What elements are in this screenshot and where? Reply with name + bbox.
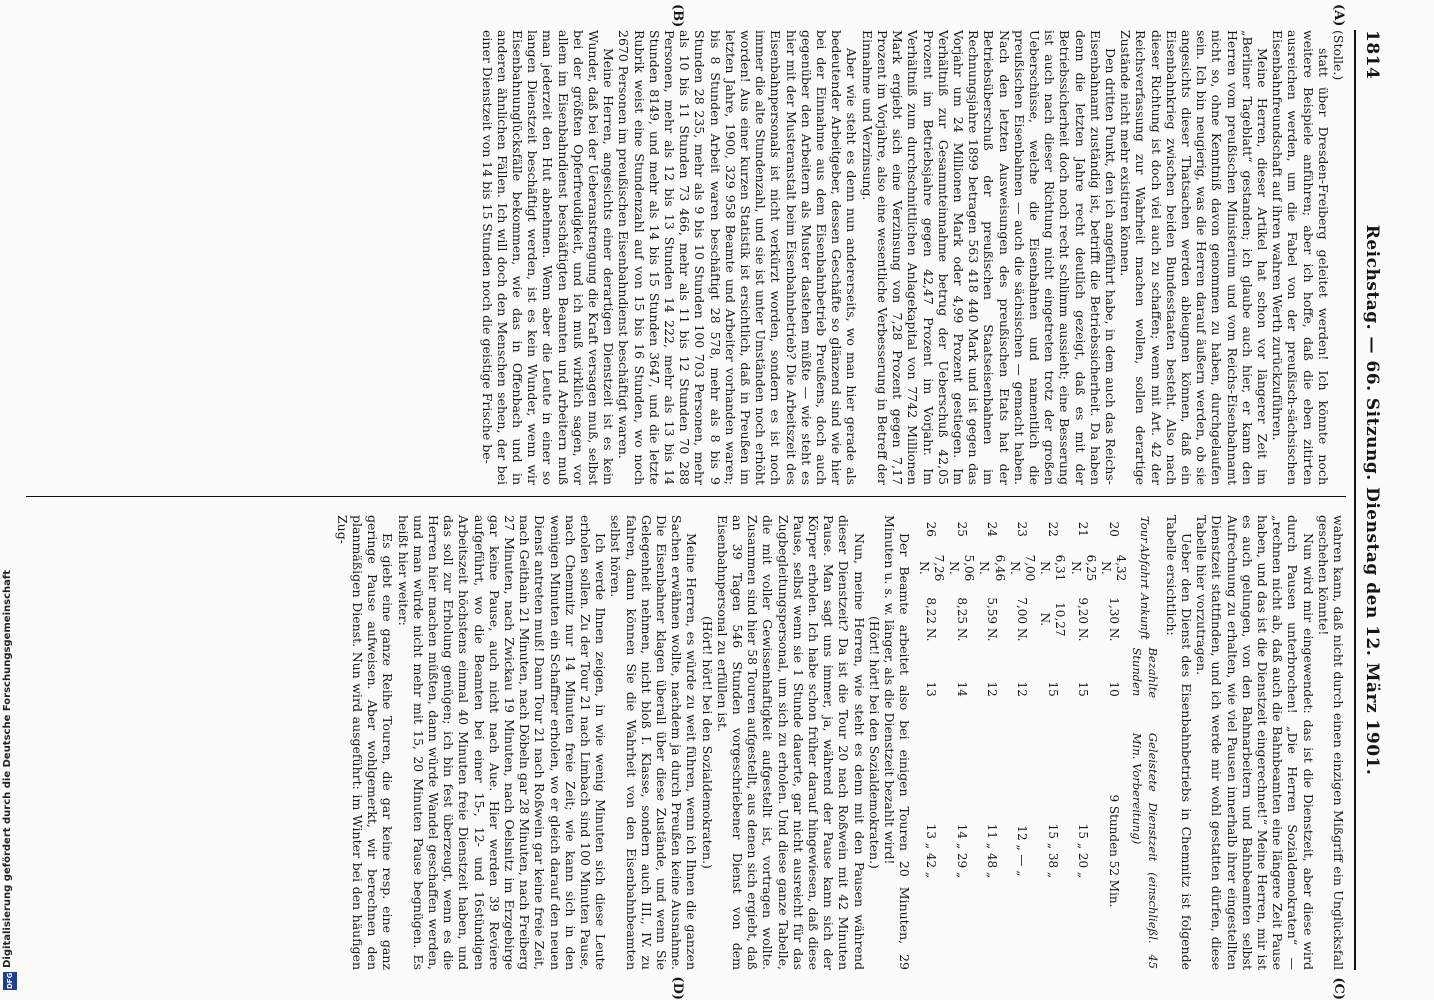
table-header: Geleistete Dienstzeit (einschließl. 45 Min. Vorbereitung) xyxy=(1130,732,1160,969)
table-cell: 7,00 N. xyxy=(1007,554,1037,582)
table-cell: 26 xyxy=(924,521,939,537)
table-cell: 20 xyxy=(1106,521,1121,537)
table-row xyxy=(1067,515,1097,970)
table-cell: 1,30 N. xyxy=(1106,597,1121,642)
table-header: Bezahlte Stunden xyxy=(1130,647,1160,699)
table-cell: 14 „ 29 „ xyxy=(954,823,969,879)
table-cell: 24 xyxy=(984,521,999,537)
dfg-logo: DFG xyxy=(3,972,17,990)
page-title: Reichstag. — 66. Sitzung. Dienstag den 12. März 1901. xyxy=(1362,224,1382,776)
table-row xyxy=(976,515,1006,970)
margin-marker-a: (A) xyxy=(1331,4,1346,27)
interjection: (Hört! hört! bei den Sozialdemokraten.) xyxy=(699,616,715,869)
page-header xyxy=(1360,30,1382,970)
quoted-paragraph: Es giebt eine ganze Reihe Touren, die gar keine resp. eine ganz geringe Pause aufweisen. Aber wohlgemerkt, wir berechnen den planmäßigen Dienst. Nun wird ausgeführt: im Winter bei den häufigen Zug- xyxy=(334,515,396,970)
paragraph: Den dritten Punkt, den ich angeführt habe, in dem auch das Reichs-Eisenbahnamt zuständig ist, betrifft die Betriebssicherheit. Da haben denn die letzten Jahre recht deutlich gezeigt, daß es mit der Betriebssicherheit doch noch recht schlimm aussieht; eine Besserung ist auch nach dieser Richtung nicht eingetreten trotz der großen Ueberschüsse, welche die Eisenbahnen und namentlich die preußischen Eisenbahnen — auch die sächsischen — gemacht haben. Nach den letzten Ausweisungen des preußischen Etats hat der Betriebsüberschuß der preußischen Staatseisenbahnen im Rechnungsjahre 1899 betragen 563 418 440 Mark und ist gegen das Vorjahr um 24 Millionen Mark oder 4,99 Prozent gestiegen. Im Verhältniß zur Gesammteinnahme betrug der Ueberschuß 42,05 Prozent im Betriebsjahre gegen 42,47 Prozent im Vorjahr. Im Verhältniß zum durchschnittlichen Anlagekapital von 7742 Millionen Mark ergiebt sich eine Verzinsung von 7,28 Prozent gegen 7,17 Prozent im Vorjahre, also eine wesentliche Verbesserung in Betreff der Einnahme und Verzinsung. xyxy=(859,30,1118,485)
table-cell: 11 „ 48 „ xyxy=(984,823,999,879)
table-cell: 9 Stunden 52 Min. xyxy=(1106,794,1121,908)
table-cell: 12 xyxy=(984,681,999,697)
table-row xyxy=(946,515,976,970)
paragraph: Aber wie steht es denn nun andererseits, wo man hier gerade als bedeutender Arbeitgeber, dessen Geschäfte so glänzend sind wie hier bei der Einnahme aus dem Eisenbahnbetrieb Preußens, doch auch gegenüber den Arbeitern als Muster dastehen müßte — wie steht es hier mit der Musteranstalt beim Eisenbahnbetrieb? Die Arbeitszeit des Eisenbahnpersonals ist nicht verkürzt worden, sondern es ist noch immer die alte Stundenzahl, und sie ist unter Umständen noch erhöht worden! Aus einer kurzen Statistik ist ersichtlich, daß in Preußen im letzten Jahre, 1900, 329 958 Beamte und Arbeiter vorhanden waren; bis 8 Stunden Arbeit waren beschäftigt 28 578, mehr als 8 bis 9 Stunden 28 235, mehr als 9 bis 10 Stunden 100 703 Personen, mehr als 10 bis 11 Stunden 73 466, mehr als 11 bis 12 Stunden 70 288 Personen, mehr als 12 bis 13 Stunden 14 222, mehr als 13 bis 14 Stunden 8149, und mehr als 14 bis 15 Stunden 3647, und die letzte Rubrik weist eine Stundenzahl auf von 15 bis 16 Stunden, wo noch 2670 Personen im preußischen Eisenbahndienst beschäftigt waren. xyxy=(616,30,860,485)
table-row xyxy=(1098,515,1128,970)
paragraph: Nun, meine Herren, wie steht es denn mit den Pausen während dieser Dienstzeit? Da ist die Tour 20 nach Roßwein mit 42 Minuten Pause. Man sagt uns immer, ja, während der Pause kann sich der Körper erholen. Ich habe schon früher darauf hingewiesen, daß diese Pause, selbst wenn sie 1 Stunde dauerte, gar nicht ausreicht für das Zugbegleitungspersonal, um sich zu erholen. Und diese ganze Tabelle, die mit voller Gewissenhaftigkeit aufgestellt ist, vortragen wollte. Zusammen sind hier 58 Touren aufgestellt, aus denen sich ergiebt, daß an 39 Tagen 546 Stunden vorgeschriebener Dienst von dem Eisenbahnpersonal zu erfüllen ist. xyxy=(714,515,867,970)
margin-marker-d: (D) xyxy=(670,976,685,1000)
table-header: Tour xyxy=(1137,516,1152,543)
table-cell: 5,06 N. xyxy=(946,554,977,582)
table-cell: 13 „ 42 „ xyxy=(924,823,939,879)
table-body xyxy=(915,515,1128,970)
duty-table xyxy=(915,515,1160,970)
table-cell: 6,46 N. xyxy=(977,554,1007,582)
table-cell: 4,32 N. xyxy=(1098,554,1129,582)
table-cell: 15 xyxy=(1076,681,1091,697)
paragraph: statt über Dresden-Freiberg geleitet werden! Ich könnte noch weitere Beispiele anführen; aber ich hoffe, daß die eben zitirten ausreichen werden, um die Fabel von der preußisch-sächsischen Eisenbahnfreundschaft auf ihren wahren Werth zurückzuführen. xyxy=(1270,30,1331,485)
left-column xyxy=(16,30,1346,485)
funding-credit: Digitalisierung gefördert durch die Deutsche Forschungsgemeinschaft xyxy=(2,570,13,968)
table-cell: 12 xyxy=(1015,681,1030,697)
table-cell: 12 „ — „ xyxy=(1015,825,1030,877)
table-row xyxy=(1007,515,1037,970)
table-row xyxy=(915,515,945,970)
table-cell: 8,25 N. xyxy=(954,597,969,642)
table-cell: 5,59 N. xyxy=(984,597,999,642)
table-cell: 15 xyxy=(1045,681,1060,697)
table-cell: 23 xyxy=(1015,521,1030,537)
table-cell: 8,22 N. xyxy=(924,597,939,642)
table-cell: 7,26 N. xyxy=(916,554,946,582)
table-cell: 10 xyxy=(1106,681,1121,697)
paragraph: Nun wird mir eingewendet: das ist die Dienstzeit, aber diese wird durch Pausen unterbrochen! „Die Herren Sozialdemokraten“ — „rechnen nicht ab, daß auch die Bahnbeamten eine längere Zeit Pause haben, und das ist die Dienstzeit eingerechnet!“ Meine Herren, mir ist es auch gelungen, von den Bahnarbeitern und Bahnbeamten selbst Aufrechnung zu erhalten, wie viel Pausen innerhalb ihrer eingestellten Dienstzeit stattfinden, und ich werde mir wohl gestatten dürfen, diese Tabelle hier vorzutragen. xyxy=(1194,515,1316,970)
table-cell: 7,00 N. xyxy=(1015,597,1030,642)
table-header-row xyxy=(1128,515,1160,970)
speaker-name: (Stolle.) xyxy=(1331,30,1346,81)
interjection: (Hört! hört! bei den Sozialdemokraten.) xyxy=(866,616,882,869)
table-row xyxy=(1037,515,1067,970)
paragraph: Der Beamte arbeitet also bei einigen Touren 20 Minuten, 29 Minuten u. s. w. länger, als die Dienstzeit bezahlt wird! xyxy=(882,515,913,970)
paragraph: Meine Herren, es würde zu weit führen, wenn ich Ihnen die ganzen Sachen erwähnen wollte, nachdem ja durch Preußen keine Ausnahme. Die Eisenbahner klagen überall über diese Zustände, und wenn Sie Gelegenheit nehmen, nicht bloß I. Klasse, sondern auch III., IV. zu fahren, dann können Sie die Wahrheit von den Eisenbahnbeamten selbst hören. xyxy=(608,515,700,970)
page-number: 1814 xyxy=(1362,30,1382,80)
paragraph: Meine Herren, dieser Artikel hat schon vor längerer Zeit im „Berliner Tageblatt“ gestanden; ich glaube auch hier, er kann den Herren vom preußischen Ministerium und vom Reichs-Eisenbahnamt nicht so, ohne Kenntniß davon genommen zu haben, durchgelaufen sein. Ich bin neugierig, was die Herren darauf äußern werden, ob sie angesichts dieser Thatsachen werden ableugnen können, daß ein Eisenbahnkrieg zwischen beiden Bundesstaaten besteht. Also nach dieser Richtung ist doch viel auch zu schaffen; wenn mit Art. 42 der Reichsverfassung zur Wahrheit machen wollen, sollen derartige Zustände nicht mehr existiren können. xyxy=(1118,30,1270,485)
paragraph: wahren kann, daß nicht durch einen einzigen Mißgriff ein Unglücksfall geschehen könnte! xyxy=(1315,515,1346,970)
table-cell: 13 xyxy=(924,681,939,697)
paragraph: Ueber den Dienst des Eisenbahnbetriebs in Chemnitz ist folgende Tabelle ersichtlich: xyxy=(1163,515,1194,970)
paragraph: Ich werde Ihnen zeigen, in wie wenig Minuten sich diese Leute erholen sollen. Zu der Tour 21 nach Limbach sind 100 Minuten Pause, nach Chemnitz nur 14 Minuten freie Zeit; wie kann sich in den wenigen Minuten ein Schaffner erholen, wo er gleich darauf den neuen Dienst antreten muß! Dann Tour 21 nach Roßwein gar keine freie Zeit, nach Geithain 21 Minuten, nach Döbeln gar 28 Minuten, nach Freiberg 27 Minuten, nach Zwickau 19 Minuten, nach Oelsnitz im Erzgebirge gar keine Pause, auch nicht nach Aue. Hier werden 39 Reviere aufgeführt, wo die Beamten bei einer 15-, 12- und 16stündigen Arbeitszeit höchstens einmal 40 Minuten freie Dienstzeit haben, und das soll zur Erholung genügen; ich bin fest überzeugt, wenn es die Herren hier machen müßten, dann würde Wandel geschaffen werden, und man würde nicht mehr mit 15, 20 Minuten Pause begnügen. Es heißt hier weiter: xyxy=(395,515,609,970)
table-cell: 6,31 N. xyxy=(1038,554,1068,582)
margin-marker-c: (C) xyxy=(1331,977,1346,1000)
table-cell: 21 xyxy=(1076,521,1091,537)
table-cell: 10,27 N. xyxy=(1038,602,1068,637)
paragraph: Meine Herren, angesichts einer derartigen Dienstzeit ist es kein Wunder, daß bei der Ueberanstrengung die Kraft versagen muß, selbst bei der größten Opferfreudigkeit, und ich muß wirklich sagen, vor allem im Eisenbahndienst beschäftigten Beamten und Arbeitern muß man jederzeit den Hut abnehmen. Wenn aber die Leute in einer so langen Dienstzeit beschäftigt werden, ist es kein Wunder, wenn wir Eisenbahnunglücksfälle bekommen, wie das in Offenbach und in anderen ähnlichen Fällen. Ich will doch den Menschen sehen, der bei einer Dienstzeit von 14 bis 15 Stunden noch die geistige Frische be- xyxy=(479,30,617,485)
table-cell: 15 „ 38 „ xyxy=(1045,823,1060,879)
table-cell: 22 xyxy=(1045,521,1060,537)
margin-marker-b: (B) xyxy=(670,4,685,28)
table-cell: 25 xyxy=(954,521,969,537)
table-cell: 15 „ 20 „ xyxy=(1076,823,1091,879)
table-cell: 14 xyxy=(954,681,969,697)
digitization-footer xyxy=(2,0,18,990)
table-cell: 9,20 N. xyxy=(1076,597,1091,642)
table-cell: 6,25 N. xyxy=(1068,554,1098,582)
right-column xyxy=(16,515,1346,970)
header-rule xyxy=(1354,30,1356,970)
column-divider xyxy=(26,496,1346,497)
table-header: Abfahrt xyxy=(1137,544,1152,589)
table-header: Ankunft xyxy=(1137,593,1152,640)
